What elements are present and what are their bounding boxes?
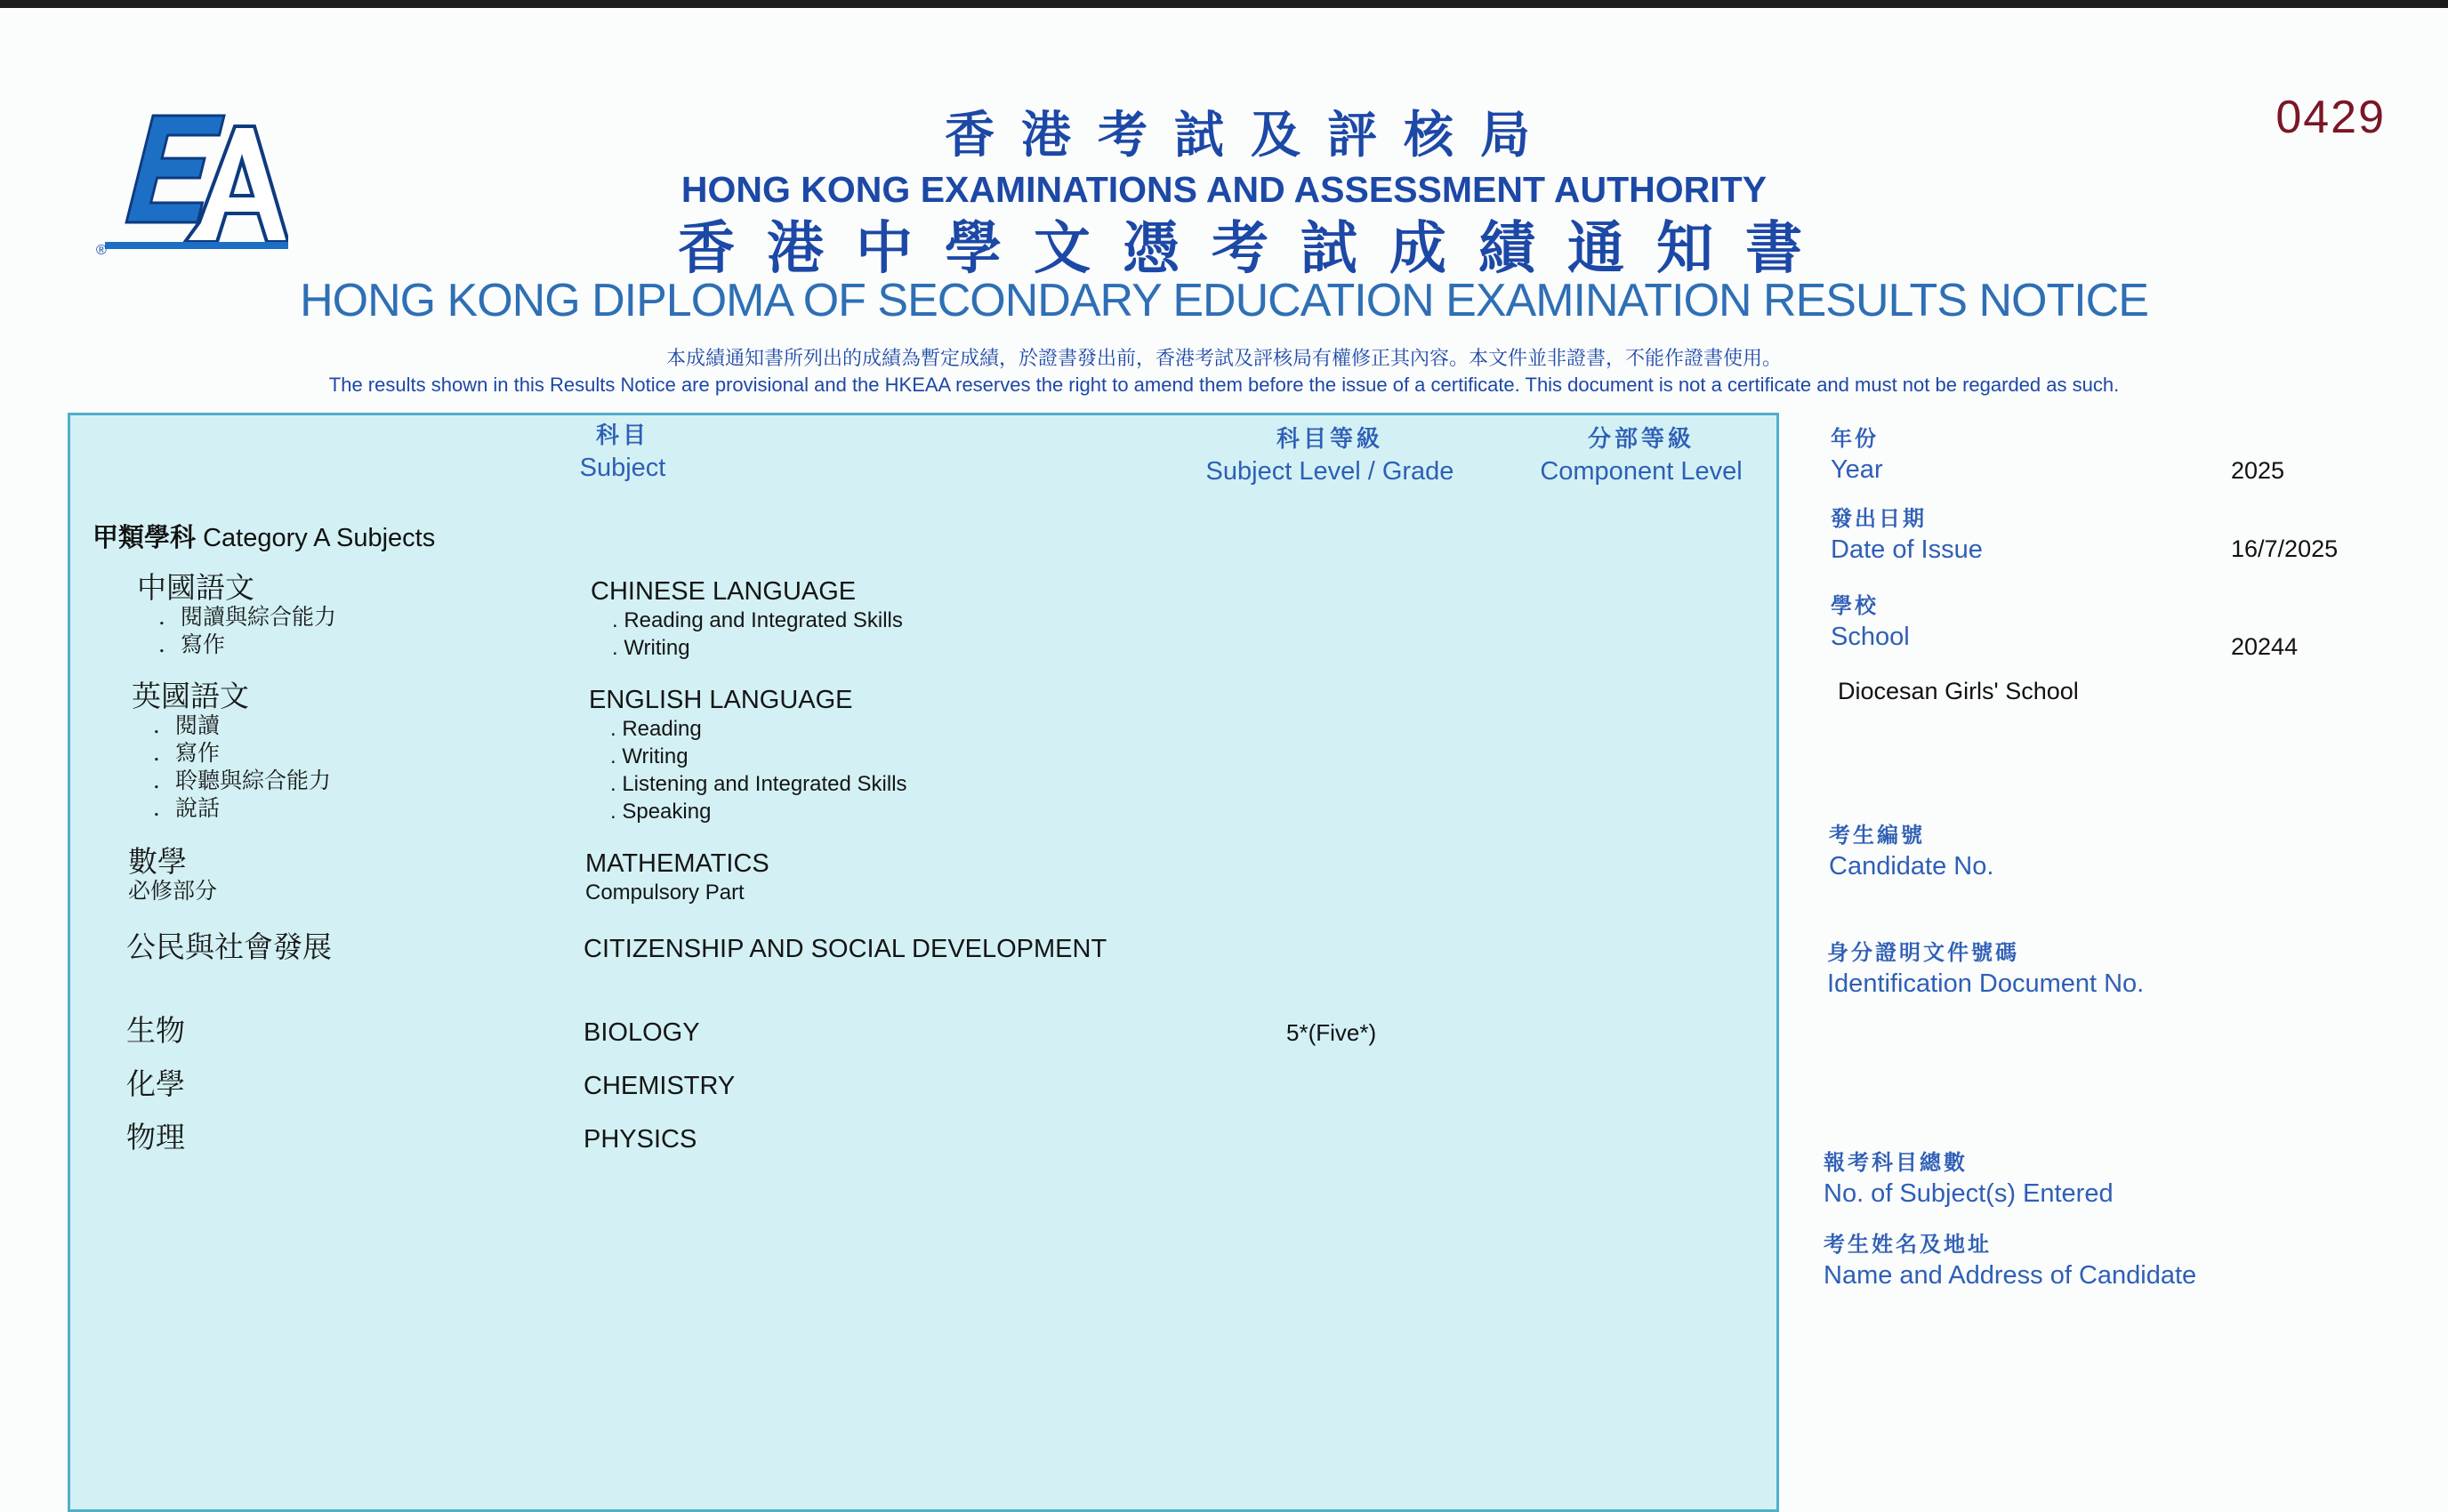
label-candidate-no: 考生編號 Candidate No. xyxy=(1829,822,1994,881)
document-title-en: HONG KONG DIPLOMA OF SECONDARY EDUCATION EXAMINATION RESULTS NOTICE xyxy=(300,275,2148,326)
subject-english-en: ENGLISH LANGUAGE . Reading . Writing . Listening and Integrated Skills . Speaking xyxy=(589,686,907,824)
subject-chemistry-zh: 化學 xyxy=(126,1066,185,1101)
label-year: 年份 Year xyxy=(1831,425,1883,484)
subject-maths-en: MATHEMATICS Compulsory Part xyxy=(585,849,769,905)
grade-biology: 5*(Five*) xyxy=(1286,1019,1377,1046)
label-school: 學校 School xyxy=(1831,592,1910,651)
disclaimer-zh: 本成績通知書所列出的成績為暫定成績，於證書發出前，香港考試及評核局有權修正其內容。本文件並非證書，不能作證書使用。 xyxy=(665,348,1782,370)
label-name-address: 考生姓名及地址 Name and Address of Candidate xyxy=(1824,1231,2197,1290)
subject-physics-en: PHYSICS xyxy=(584,1125,697,1154)
disclaimer-en: The results shown in this Results Notice are provisional and the HKEAA reserves the right to amend them before the issue of a certificate. This document is not a certificate and must not be regarded as such. xyxy=(328,374,2120,396)
subject-english-zh: 英國語文 ．閱讀 ．寫作 ．聆聽與綜合能力 ．說話 xyxy=(132,679,332,821)
subject-biology-zh: 生物 xyxy=(126,1013,185,1048)
label-subjects-entered: 報考科目總數 No. of Subject(s) Entered xyxy=(1824,1149,2114,1208)
document-title-zh: 香港中學文憑考試成績通知書 xyxy=(678,215,1834,282)
value-school-code: 20244 xyxy=(2231,633,2299,660)
label-date-of-issue: 發出日期 Date of Issue xyxy=(1831,505,1983,564)
subject-biology-en: BIOLOGY xyxy=(584,1018,700,1047)
column-header-component: 分部等級 Component Level xyxy=(1540,426,1743,486)
subject-csd-zh: 公民與社會發展 xyxy=(126,929,332,964)
subject-maths-zh: 數學 必修部分 xyxy=(128,844,218,904)
value-date-of-issue: 16/7/2025 xyxy=(2231,535,2339,562)
value-year: 2025 xyxy=(2231,457,2285,484)
label-id-document: 身分證明文件號碼 Identification Document No. xyxy=(1827,939,2145,998)
subject-chemistry-en: CHEMISTRY xyxy=(584,1072,736,1100)
column-header-grade: 科目等級 Subject Level / Grade xyxy=(1205,426,1454,486)
subject-physics-zh: 物理 xyxy=(126,1120,185,1154)
subject-chinese-zh: 中國語文 ．閱讀與綜合能力 ．寫作 xyxy=(137,570,337,657)
subject-chinese-en: CHINESE LANGUAGE . Reading and Integrated Skills . Writing xyxy=(591,577,903,660)
category-heading: 甲類學科 Category A Subjects xyxy=(93,522,436,552)
column-header-subject: 科目 Subject xyxy=(579,422,666,482)
value-school-name: Diocesan Girls' School xyxy=(1838,678,2079,704)
registered-mark: ® xyxy=(96,243,107,258)
authority-name-zh: 香港考試及評核局 xyxy=(945,106,1557,165)
top-edge xyxy=(0,0,2448,8)
authority-name-en: HONG KONG EXAMINATIONS AND ASSESSMENT AUTHORITY xyxy=(680,169,1768,210)
serial-number: 0429 xyxy=(2275,92,2386,143)
subject-csd-en: CITIZENSHIP AND SOCIAL DEVELOPMENT xyxy=(584,935,1107,963)
